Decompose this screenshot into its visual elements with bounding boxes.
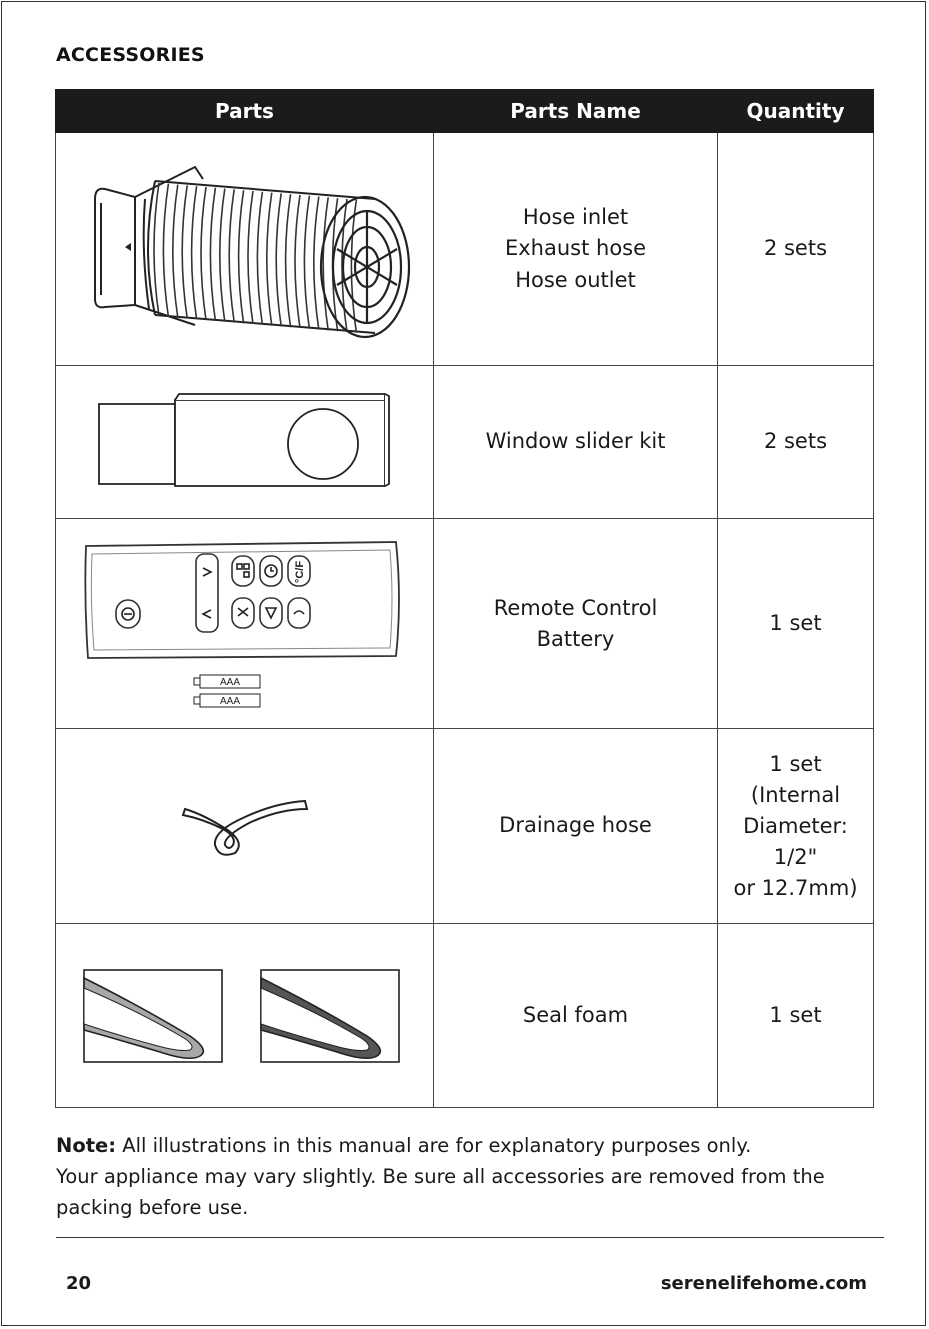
hose-rib xyxy=(266,193,271,326)
quantity-cell xyxy=(718,924,874,1108)
window-slider-kit-illustration xyxy=(95,392,395,492)
part-image-cell xyxy=(56,924,434,1108)
quantity-line: 2 sets xyxy=(763,429,828,454)
quantity-line: or 12.7mm) xyxy=(733,875,858,900)
note-text-line-1: All illustrations in this manual are for explanatory purposes only. xyxy=(116,1134,752,1157)
hose-rib xyxy=(257,192,262,325)
quantity-line: Diameter: xyxy=(743,813,848,838)
table-row xyxy=(56,924,874,1108)
part-name-line: Hose inlet xyxy=(522,204,629,229)
hose-rib xyxy=(323,197,328,330)
table-row xyxy=(56,366,874,519)
section-heading: ACCESSORIES xyxy=(56,44,205,66)
part-name-line: Drainage hose xyxy=(499,813,652,838)
part-name-cell xyxy=(434,133,718,366)
temperature-unit-key-label: °C/F xyxy=(293,560,306,583)
hose-rib xyxy=(201,187,206,320)
quantity-line: 2 sets xyxy=(763,236,828,261)
remote-control-illustration xyxy=(80,532,410,716)
drainage-hose-illustration xyxy=(175,791,315,861)
part-name-line: Hose outlet xyxy=(515,267,636,292)
part-image-cell xyxy=(56,519,434,729)
hose-rib xyxy=(191,186,196,319)
hose-rib xyxy=(163,184,168,317)
table-header-row xyxy=(56,90,874,133)
hose-rib xyxy=(172,185,177,318)
hose-rib xyxy=(210,188,215,321)
part-image-cell xyxy=(56,729,434,924)
part-name-line: Exhaust hose xyxy=(504,236,647,261)
hose-rib xyxy=(219,189,224,322)
hose-rib xyxy=(276,193,281,326)
header-quantity: Quantity xyxy=(718,90,874,133)
hose-rib xyxy=(295,195,300,328)
battery-label: AAA xyxy=(219,695,240,707)
part-name-line: Battery xyxy=(536,626,615,651)
accessories-table xyxy=(55,89,874,1108)
quantity-line: 1 set xyxy=(769,610,822,635)
part-name-cell xyxy=(434,729,718,924)
hose-rib xyxy=(285,194,290,327)
hose-rib xyxy=(304,196,309,329)
part-name-line: Remote Control xyxy=(493,596,658,621)
part-name-line: Window slider kit xyxy=(485,429,666,454)
part-name-cell xyxy=(434,924,718,1108)
part-name-line: Seal foam xyxy=(522,1002,629,1027)
quantity-line: 1/2" xyxy=(773,844,818,869)
table-row xyxy=(56,729,874,924)
header-parts: Parts xyxy=(56,90,434,133)
quantity-cell xyxy=(718,133,874,366)
hose-rib xyxy=(248,191,253,324)
battery-label: AAA xyxy=(219,676,240,688)
note-label: Note: xyxy=(56,1134,117,1157)
quantity-cell xyxy=(718,519,874,729)
quantity-line: 1 set xyxy=(769,751,822,776)
seal-foam-illustration xyxy=(80,966,410,1066)
hose-rib xyxy=(229,189,234,322)
part-image-cell xyxy=(56,133,434,366)
hose-rib xyxy=(154,183,159,316)
hose-rib xyxy=(182,185,187,318)
part-name-cell xyxy=(434,519,718,729)
hose-rib xyxy=(238,190,243,323)
header-parts-name: Parts Name xyxy=(434,90,718,133)
page-number: 20 xyxy=(66,1273,92,1294)
hose-rib xyxy=(313,197,318,330)
note-text-line-2: Your appliance may vary slightly. Be sure all accessories are removed from the packing before use. xyxy=(56,1165,825,1219)
quantity-line: (Internal xyxy=(750,782,841,807)
exhaust-hose-illustration xyxy=(75,139,415,359)
website-link[interactable]: serenelifehome.com xyxy=(660,1273,867,1294)
table-row xyxy=(56,519,874,729)
part-image-cell xyxy=(56,366,434,519)
quantity-cell xyxy=(718,366,874,519)
note-paragraph xyxy=(56,1130,876,1223)
table-row xyxy=(56,133,874,366)
footer-divider xyxy=(56,1237,884,1238)
quantity-cell xyxy=(718,729,874,924)
quantity-line: 1 set xyxy=(769,1002,822,1027)
part-name-cell xyxy=(434,366,718,519)
